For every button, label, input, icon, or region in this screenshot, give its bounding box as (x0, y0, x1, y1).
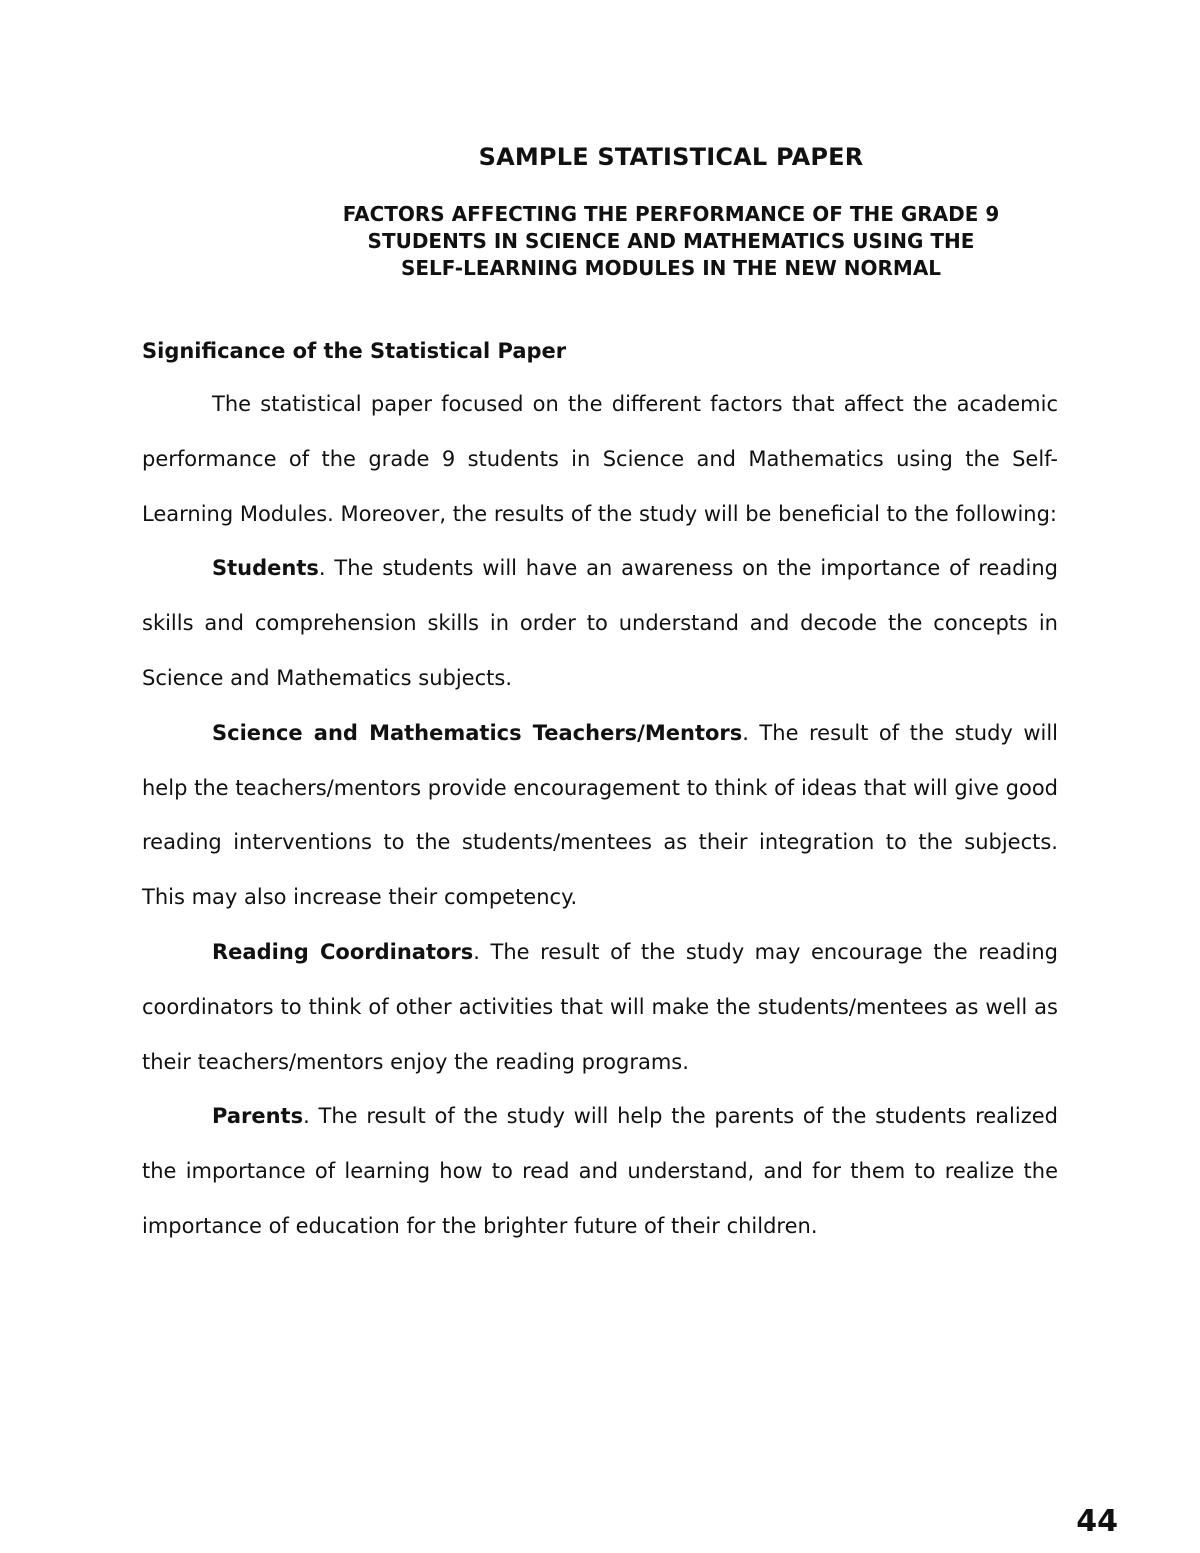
paragraph-lead: Students (212, 556, 319, 581)
subtitle-line: STUDENTS IN SCIENCE AND MATHEMATICS USING THE (367, 229, 975, 253)
paragraph-students (142, 541, 1058, 705)
paragraph-text: . The students will have an awareness on the importance of reading skills and comprehension skills in order to understand and decode the concepts in Science and Mathematics subjects. (142, 556, 1058, 690)
paragraph-lead: Reading Coordinators (212, 939, 474, 964)
paragraph-intro (142, 377, 1058, 541)
paragraph-teachers (142, 706, 1058, 925)
page-number: 44 (1076, 1504, 1118, 1539)
paragraph-text: . The result of the study will help the parents of the students realized the importance of learning how to read and understand, and for them to realize the importance of education for the brighter future of their children. (142, 1104, 1058, 1238)
subtitle-line: SELF-LEARNING MODULES IN THE NEW NORMAL (400, 256, 942, 280)
paragraph-lead: Science and Mathematics Teachers/Mentors (212, 720, 743, 745)
page-title: SAMPLE STATISTICAL PAPER (478, 143, 864, 171)
paragraph-parents (142, 1089, 1058, 1253)
body-text (142, 377, 1058, 1254)
paper-subtitle (142, 201, 1200, 282)
paragraph-text: The statistical paper focused on the different factors that affect the academic performance of the grade 9 students in Science and Mathematics using the Self-Learning Modules. Moreover, the results of the study will be beneficial to the following: (142, 392, 1058, 526)
paragraph-text: . The result of the study will help the teachers/mentors provide encouragement to think of ideas that will give good reading interventions to the students/mentees as their integration to the subjects. This may also increase their competency. (142, 720, 1058, 910)
paragraph-text: . The result of the study may encourage the reading coordinators to think of other activities that will make the students/mentees as well as their teachers/mentors enjoy the reading programs. (142, 939, 1058, 1074)
subtitle-line: FACTORS AFFECTING THE PERFORMANCE OF THE GRADE 9 (342, 202, 1000, 226)
paragraph-reading-coordinators (142, 925, 1058, 1089)
section-heading: Significance of the Statistical Paper (142, 339, 567, 363)
paragraph-lead: Parents (212, 1104, 304, 1129)
